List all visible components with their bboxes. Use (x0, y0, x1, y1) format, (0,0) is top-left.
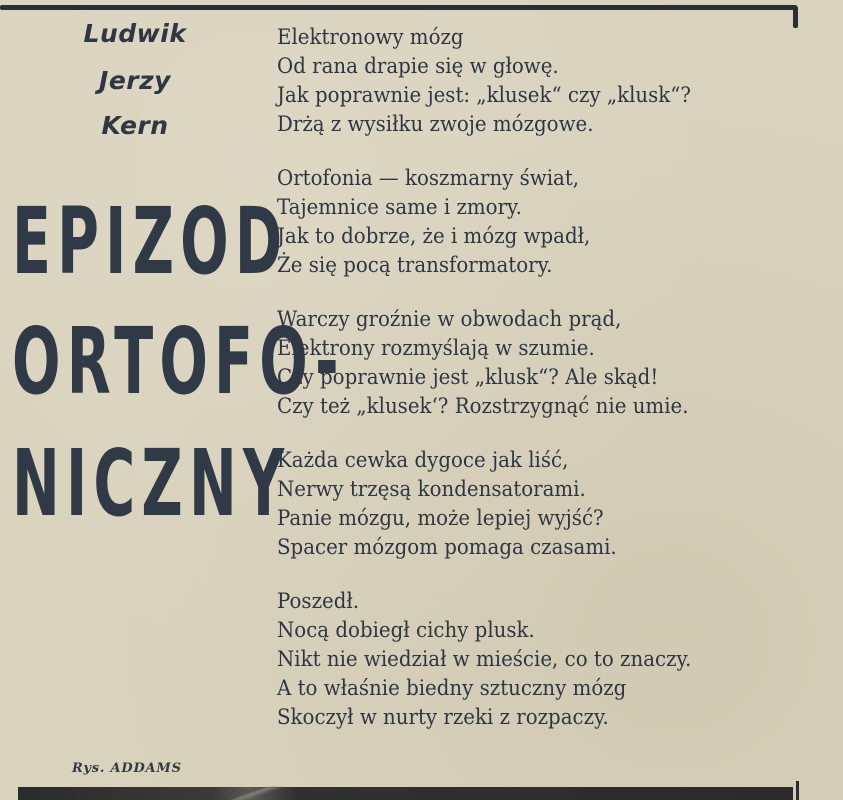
stanza-1 (277, 23, 837, 139)
poem-line: Nerwy trzęsą kondensatorami. (277, 477, 586, 502)
poem-line: Jak to dobrze, że i mózg wpadł, (277, 224, 591, 249)
stanza-5 (277, 587, 837, 732)
poem-line: Czy też „klusek‘? Rozstrzygnąć nie umie. (277, 394, 689, 419)
title-line-2: ORTOFO- (12, 308, 345, 415)
poem-line: Skoczył w nurty rzeki z rozpaczy. (277, 705, 609, 730)
photo-highlight (190, 786, 320, 800)
stanza-2 (277, 164, 837, 280)
poem-line: Drżą z wysiłku zwoje mózgowe. (277, 112, 594, 137)
stanza-3 (277, 305, 837, 421)
poem-line: Ortofonia — koszmarny świat, (277, 166, 580, 191)
title-line-3: NICZNY (12, 430, 291, 537)
poem-line: Elektronowy mózg (277, 25, 464, 50)
stanza-4 (277, 446, 837, 562)
author-middle-name: Jerzy (99, 66, 171, 95)
poem-line: Nikt nie wiedział w mieście, co to znaczy. (277, 647, 692, 672)
poem-line: Elektrony rozmyślają w szumie. (277, 336, 595, 361)
bottom-rule-mark (796, 781, 799, 800)
poem-line: Panie mózgu, może lepiej wyjść? (277, 506, 604, 531)
title-line-1: EPIZOD (12, 188, 289, 295)
poem-line: Od rana drapie się w głowę. (277, 54, 559, 79)
poem-line: A to właśnie biedny sztuczny mózg (277, 676, 627, 701)
poem-line: Warczy groźnie w obwodach prąd, (277, 307, 622, 332)
top-rule (0, 5, 797, 10)
poem-line: Każda cewka dygoce jak liść, (277, 448, 569, 473)
author-last-name: Kern (101, 111, 169, 140)
poem-line: Jak poprawnie jest: „klusek“ czy „klusk“? (277, 83, 692, 108)
poem-line: Czy poprawnie jest „klusk“? Ale skąd! (277, 365, 659, 390)
author-first-name: Ludwik (83, 19, 187, 48)
poem-line: Poszedł. (277, 589, 360, 614)
poem-line: Że się pocą transformatory. (277, 253, 553, 278)
poem-line: Nocą dobiegł cichy plusk. (277, 618, 535, 643)
poem-line: Spacer mózgom pomaga czasami. (277, 535, 617, 560)
poem-line: Tajemnice same i zmory. (277, 195, 522, 220)
poem (277, 23, 837, 732)
photo-strip-edge (18, 787, 793, 800)
illustration-credit: Rys. ADDAMS (72, 761, 182, 776)
